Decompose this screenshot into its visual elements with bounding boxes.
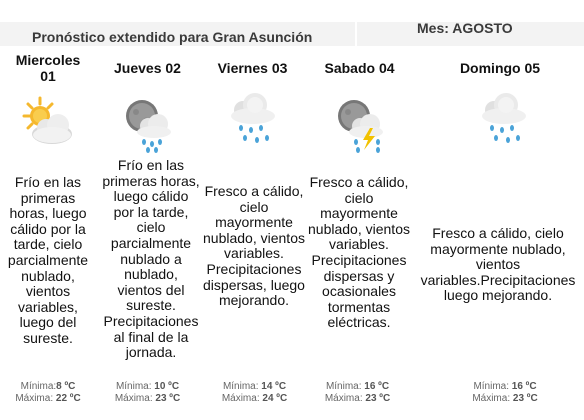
cloud-rain-icon xyxy=(476,90,532,155)
day-description: Frío en las primeras horas, luego cálido por la tarde, cielo parcialmente nublado, vientos variables, luego del sureste. xyxy=(7,174,89,346)
header-left-panel xyxy=(0,22,355,46)
day-name: Sabado 04 xyxy=(324,60,395,76)
moon-cloud-storm-icon xyxy=(330,94,390,159)
day-temperatures: Mínima:8 ºC Máxima: 22 ºC xyxy=(15,381,81,404)
day-description: Fresco a cálido, cielo mayormente nublado, vientos variables.Precipitaciones luego mejorando. xyxy=(420,225,576,304)
day-name: Domingo 05 xyxy=(459,60,541,76)
day-name: Miercoles 01 xyxy=(15,52,81,84)
forecast-header xyxy=(0,22,584,46)
moon-cloud-rain-icon xyxy=(118,94,178,159)
day-name: Viernes 03 xyxy=(217,60,288,76)
sun-cloud-icon xyxy=(18,94,78,157)
day-temperatures: Mínima: 10 ºC Máxima: 23 ºC xyxy=(114,381,181,404)
day-description: Fresco a cálido, cielo mayormente nublado, vientos variables. Precipitaciones dispersas y ocasionales tormentas eléctricas. xyxy=(308,174,410,331)
day-description: Frío en las primeras horas, luego cálido por la tarde, cielo parcialmente nublado a nublado, vientos del sureste. Precipitaciones al final de la jornada. xyxy=(102,157,200,361)
cloud-rain-icon xyxy=(225,90,281,155)
month-label: Mes: AGOSTO xyxy=(417,20,513,36)
day-temperatures: Mínima: 16 ºC Máxima: 23 ºC xyxy=(472,381,538,404)
day-temperatures: Mínima: 16 ºC Máxima: 23 ºC xyxy=(324,381,391,404)
day-temperatures: Mínima: 14 ºC Máxima: 24 ºC xyxy=(221,381,288,404)
day-name: Jueves 02 xyxy=(114,60,181,76)
page-title: Pronóstico extendido para Gran Asunción xyxy=(32,29,313,45)
day-description: Fresco a cálido, cielo mayormente nublado, vientos variables. Precipitaciones dispersas, luego mejorando. xyxy=(203,183,305,309)
